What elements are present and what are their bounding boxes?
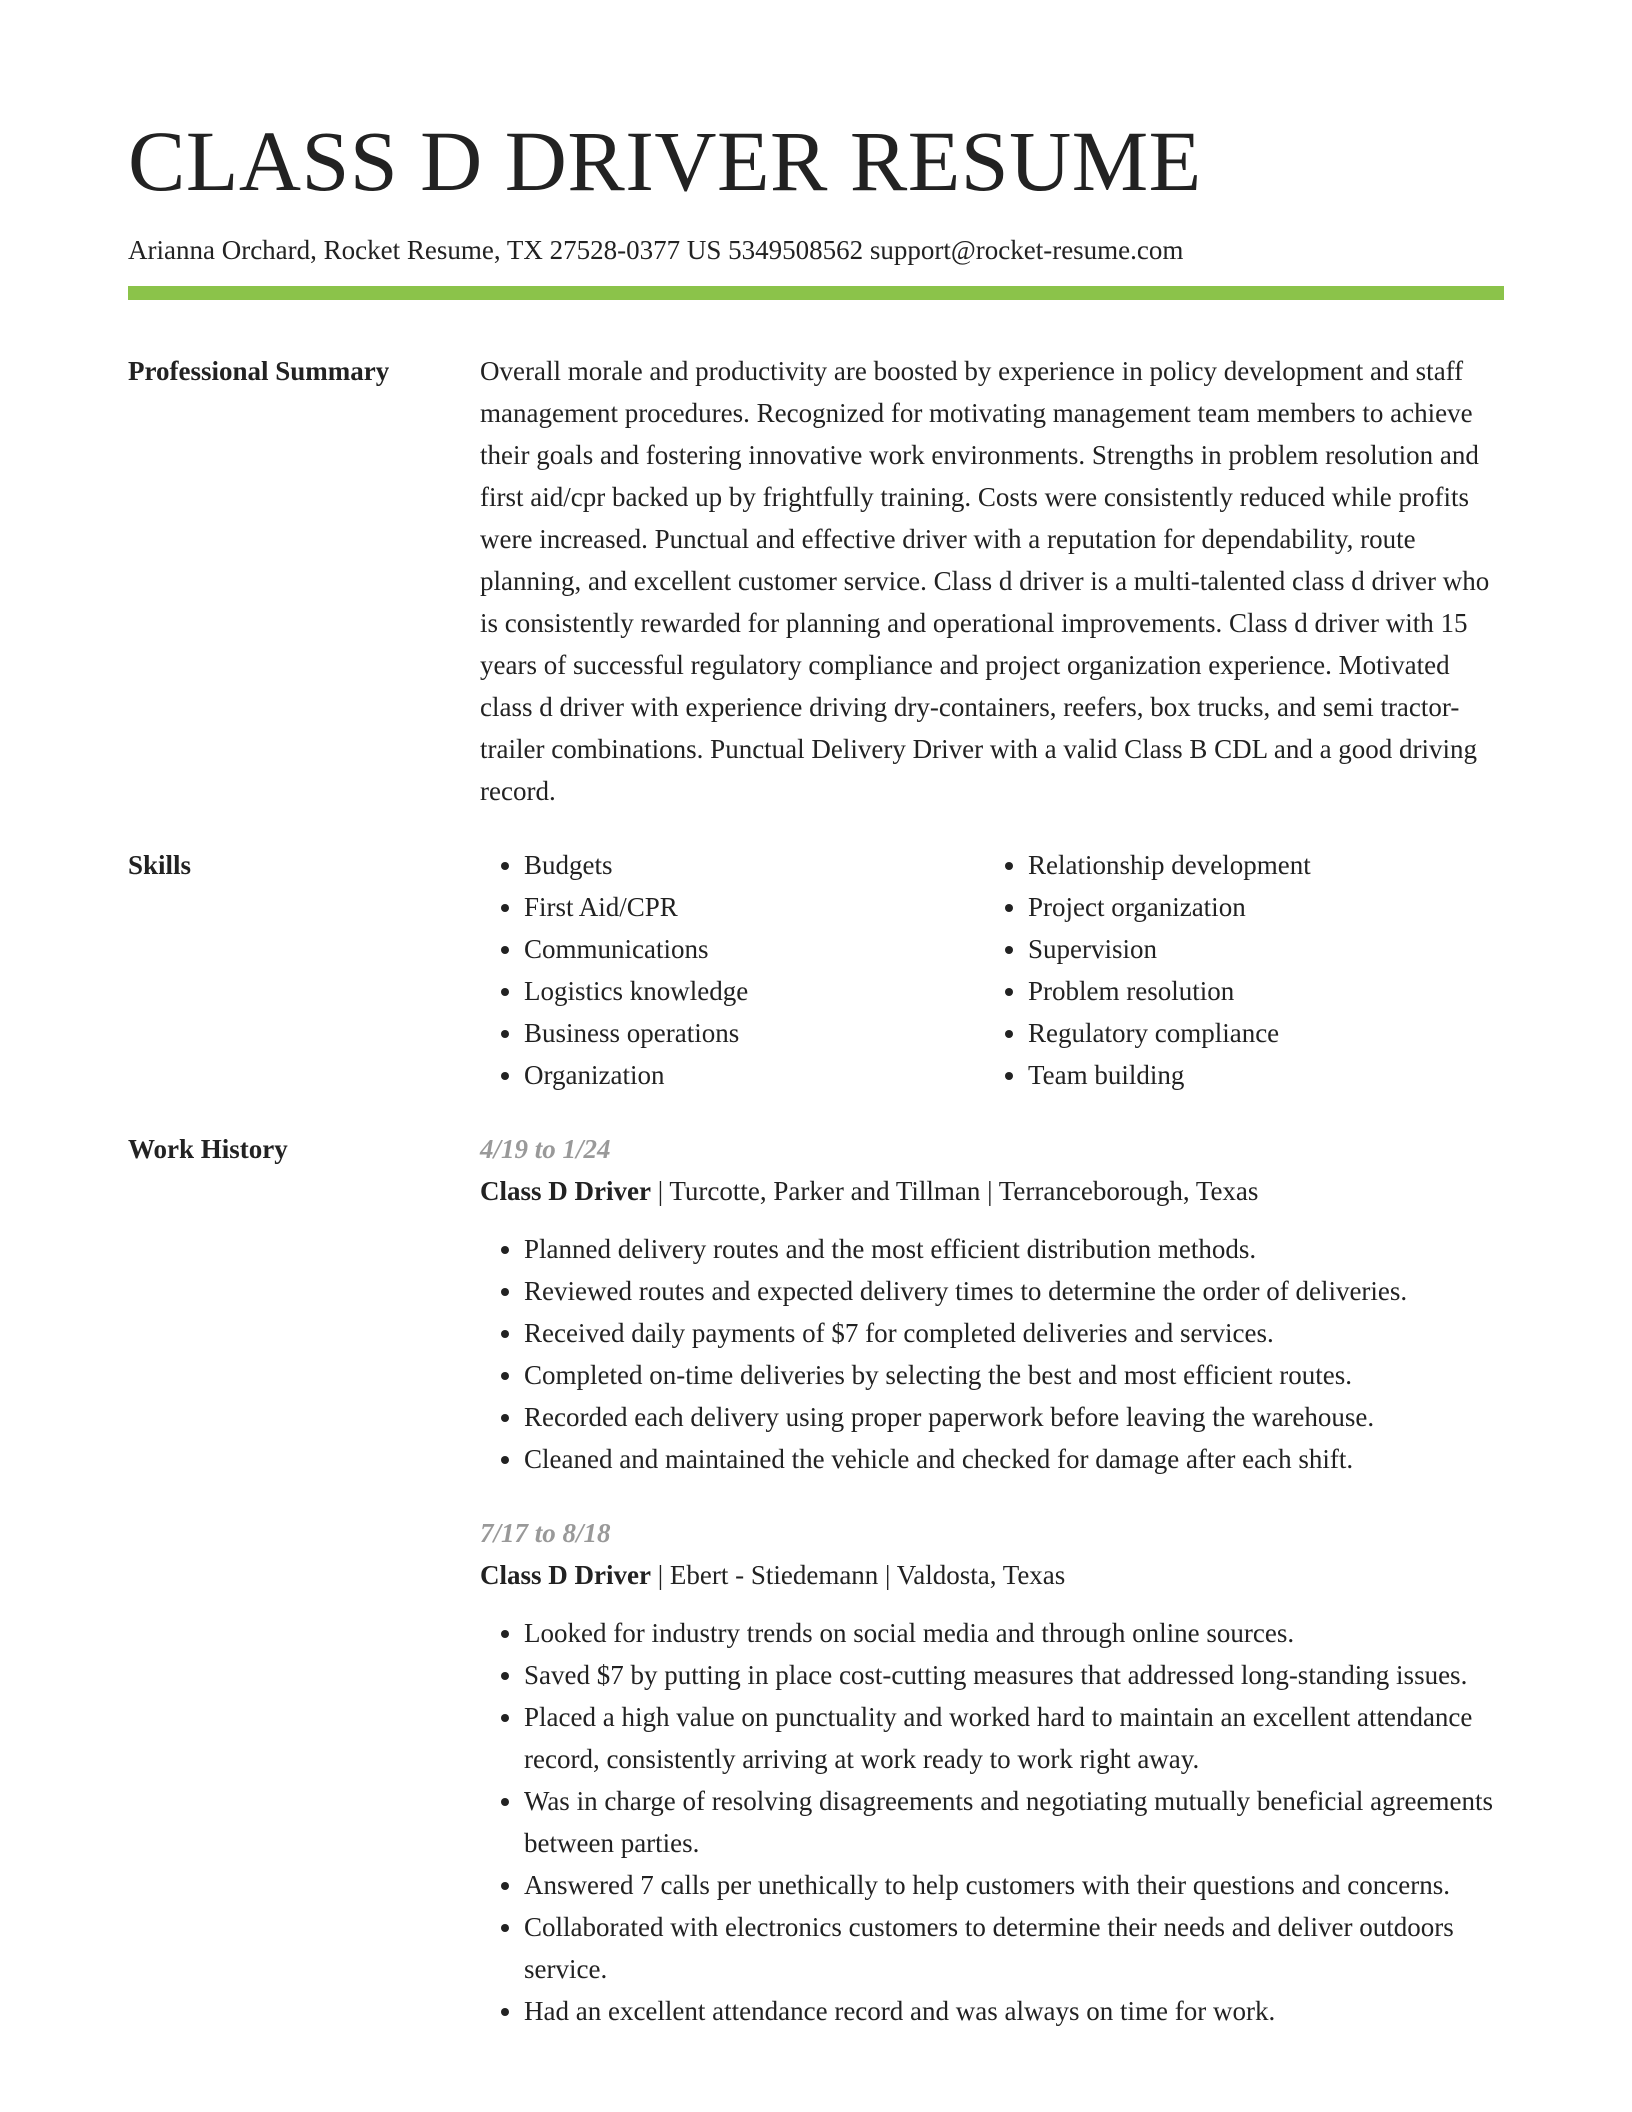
skill-item: • Communications xyxy=(524,928,748,970)
job-bullet: • Was in charge of resolving disagreements and negotiating mutually beneficial agreements between parties. xyxy=(524,1780,1506,1864)
skills-list-right xyxy=(984,844,1311,1096)
skill-item: • Problem resolution xyxy=(1028,970,1311,1012)
job-bullet: • Had an excellent attendance record and was always on time for work. xyxy=(524,1990,1506,2032)
summary-body xyxy=(480,350,1506,812)
skill-item: • Organization xyxy=(524,1054,748,1096)
job-bullet: • Saved $7 by putting in place cost-cutting measures that addressed long-standing issues. xyxy=(524,1654,1506,1696)
summary-heading: Professional Summary xyxy=(128,356,390,386)
job-details: | Turcotte, Parker and Tillman | Terranceborough, Texas xyxy=(650,1176,1259,1206)
skills-heading: Skills xyxy=(128,850,192,880)
job-heading xyxy=(480,1170,1506,1212)
work-history-heading: Work History xyxy=(128,1134,288,1164)
job-bullet: • Planned delivery routes and the most efficient distribution methods. xyxy=(524,1228,1506,1270)
job-bullet: • Completed on-time deliveries by selecting the best and most efficient routes. xyxy=(524,1354,1506,1396)
skill-item: • First Aid/CPR xyxy=(524,886,748,928)
job-bullet: • Collaborated with electronics customers to determine their needs and deliver outdoors service. xyxy=(524,1906,1506,1990)
job-title: Class D Driver xyxy=(480,1176,651,1206)
summary-text: Overall morale and productivity are boosted by experience in policy development and staff management procedures. Recognized for motivating management team members to achieve their goals and fostering innovative work environments. Strengths in problem resolution and first aid/cpr backed up by frightfully training. Costs were consistently reduced while profits were increased. Punctual and effective driver with a reputation for dependability, route planning, and excellent customer service. Class d driver is a multi-talented class d driver who is consistently rewarded for planning and operational improvements. Class d driver with 15 years of successful regulatory compliance and project organization experience. Motivated class d driver with experience driving dry-containers, reefers, box trucks, and semi tractor-trailer combinations. Punctual Delivery Driver with a valid Class B CDL and a good driving record. xyxy=(480,356,1490,806)
job-bullet: • Reviewed routes and expected delivery times to determine the order of deliveries. xyxy=(524,1270,1506,1312)
job-dates: 7/17 to 8/18 xyxy=(480,1518,611,1548)
job-bullet: • Recorded each delivery using proper paperwork before leaving the warehouse. xyxy=(524,1396,1506,1438)
job-bullet: • Looked for industry trends on social media and through online sources. xyxy=(524,1612,1506,1654)
contact-line: Arianna Orchard, Rocket Resume, TX 27528-0377 US 5349508562 support@rocket-resume.com xyxy=(128,235,1184,265)
job-title: Class D Driver xyxy=(480,1560,651,1590)
skills-list-left xyxy=(480,844,748,1096)
skill-item: • Supervision xyxy=(1028,928,1311,970)
resume-title: CLASS D DRIVER RESUME xyxy=(128,113,1202,209)
skill-item: • Regulatory compliance xyxy=(1028,1012,1311,1054)
job-entry xyxy=(480,1512,1506,2032)
job-bullet: • Placed a high value on punctuality and worked hard to maintain an excellent attendance record, consistently arriving at work ready to work right away. xyxy=(524,1696,1506,1780)
job-bullet: • Answered 7 calls per unethically to help customers with their questions and concerns. xyxy=(524,1864,1506,1906)
job-dates: 4/19 to 1/24 xyxy=(480,1134,611,1164)
job-details: | Ebert - Stiedemann | Valdosta, Texas xyxy=(650,1560,1066,1590)
job-heading xyxy=(480,1554,1506,1596)
job-bullet: • Received daily payments of $7 for completed deliveries and services. xyxy=(524,1312,1506,1354)
accent-divider xyxy=(128,286,1504,300)
skill-item: • Relationship development xyxy=(1028,844,1311,886)
job-bullet-list xyxy=(480,1612,1506,2032)
skill-item: • Budgets xyxy=(524,844,748,886)
job-bullet-list xyxy=(480,1228,1506,1480)
skill-item: • Business operations xyxy=(524,1012,748,1054)
skill-item: • Project organization xyxy=(1028,886,1311,928)
job-entry xyxy=(480,1128,1506,1480)
job-bullet: • Cleaned and maintained the vehicle and checked for damage after each shift. xyxy=(524,1438,1506,1480)
skill-item: • Logistics knowledge xyxy=(524,970,748,1012)
skill-item: • Team building xyxy=(1028,1054,1311,1096)
